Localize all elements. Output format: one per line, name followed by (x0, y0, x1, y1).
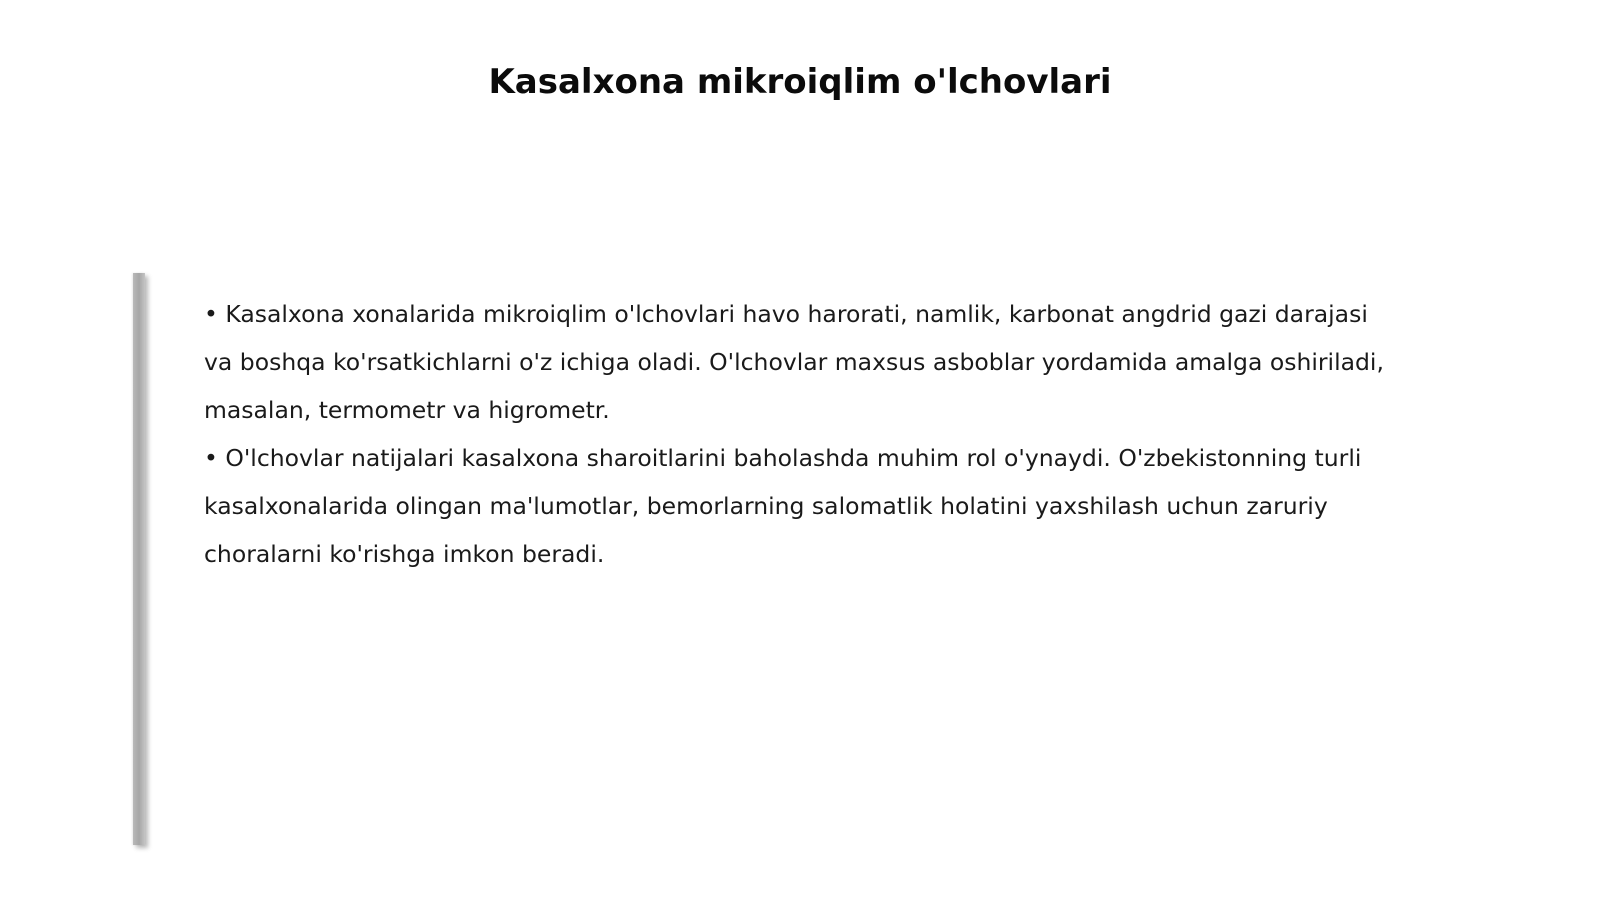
bullet-paragraph-1: • Kasalxona xonalarida mikroiqlim o'lchovlari havo harorati, namlik, karbonat angdrid gazi darajasi va boshqa ko'rsatkichlarni o'z ichiga oladi. O'lchovlar maxsus asboblar yordamida amalga oshiriladi, masalan, termometr va higrometr. (204, 300, 1384, 424)
bullet-paragraph-2: • O'lchovlar natijalari kasalxona sharoitlarini baholashda muhim rol o'ynaydi. O'zbekistonning turli kasalxonalarida olingan ma'lumotlar, bemorlarning salomatlik holatini yaxshilash uchun zaruriy choralarni ko'rishga imkon beradi. (204, 444, 1362, 568)
accent-bar (133, 273, 145, 845)
slide-title: Kasalxona mikroiqlim o'lchovlari (488, 62, 1112, 102)
slide-body (204, 290, 1384, 578)
